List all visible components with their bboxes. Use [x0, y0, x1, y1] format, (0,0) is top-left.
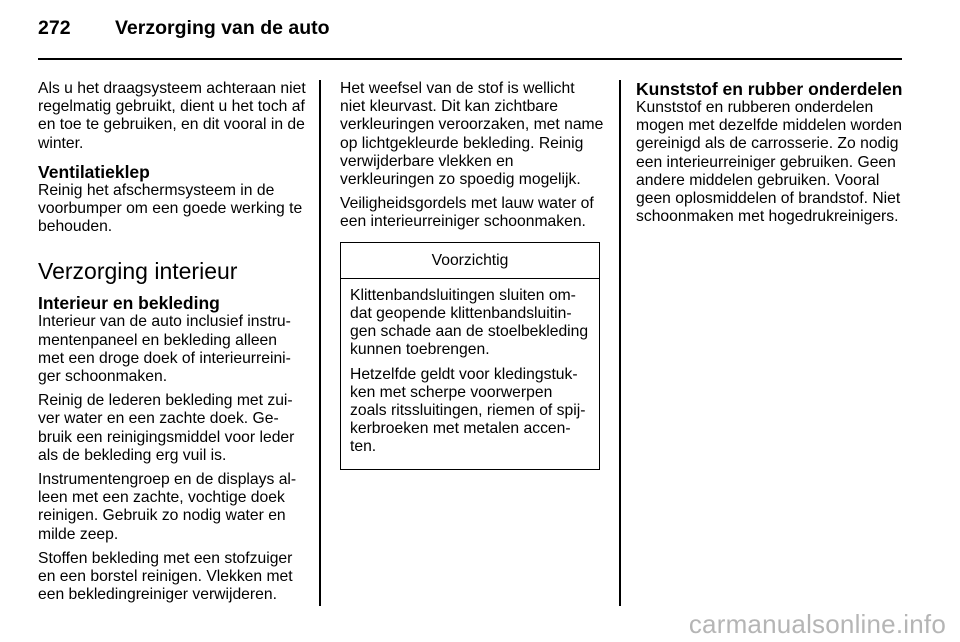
interior-paragraph-2: Reinig de lederen bekleding met zuiver water en een zachte doek. Gebruik een reinigingsmiddel voor leder als de bekleding erg vuil is.: [38, 392, 295, 464]
interior-heading: Interieur en bekleding: [38, 293, 220, 314]
plastic-rubber-heading: Kunststof en rubber onderdelen: [636, 79, 903, 99]
caution-paragraph-2: Hetzelfde geldt voor kledingstukken met scherpe voorwerpen zoals ritssluitingen, riemen of spijkerbroeken met metalen accenten.: [350, 365, 586, 456]
column-2: [340, 80, 604, 470]
header-rule: [38, 58, 902, 60]
plastic-rubber-paragraph: Kunststof en rubberen onderdelen mogen met dezelfde middelen worden gereinigd als de carrosserie. Zo nodig een interieurreiniger gebruiken. Geen andere middelen gebruiken. Vooral geen oplosmiddelen of brandstof. Niet schoonmaken met hogedrukreinigers.: [636, 99, 902, 226]
section-heading: Verzorging interieur: [38, 258, 238, 285]
watermark: carmanualsonline.info: [688, 609, 946, 639]
ventilation-paragraph: Reinig het afschermsysteem in de voorbumper om een goede werking te behouden.: [38, 181, 303, 236]
caution-box: [340, 242, 600, 470]
ventilation-heading: Ventilatieklep: [38, 161, 150, 182]
column-1: [38, 80, 306, 610]
caution-paragraph-1: Klittenbandsluitingen sluiten omdat geopende klittenbandsluitingen schade aan de stoelbekleding kunnen toebrengen.: [350, 286, 589, 359]
interior-paragraph-3: Instrumentengroep en de displays alleen met een zachte, vochtige doek reinigen. Gebruik zo nodig water en milde zeep.: [38, 471, 297, 543]
page-number: 272: [38, 17, 71, 39]
interior-paragraph-4: Stoffen bekleding met een stofzuiger en een borstel reinigen. Vlekken met een bekledingreiniger verwijderen.: [38, 549, 293, 604]
page-header: [38, 17, 330, 47]
column-divider-1: [319, 80, 321, 606]
column-3: [636, 80, 906, 232]
interior-paragraph-1: Interieur van de auto inclusief instrumentenpaneel en bekleding alleen met een droge doek of interieurreiniger schoonmaken.: [38, 313, 291, 386]
fabric-paragraph: Het weefsel van de stof is wellicht niet kleurvast. Dit kan zichtbare verkleuringen veroorzaken, met name op lichtgekleurde bekleding. Reinig verwijderbare vlekken en verkleuringen zo spoedig mogelijk.: [340, 80, 604, 189]
caution-title: Voorzichtig: [341, 243, 599, 279]
seatbelt-paragraph: Veiligheidsgordels met lauw water of een interieurreiniger schoonmaken.: [340, 195, 594, 231]
intro-paragraph: Als u het draagsysteem achteraan niet regelmatig gebruikt, dient u het toch af en toe te gebruiken, en dit vooral in de winter.: [38, 80, 306, 152]
caution-body: [341, 279, 599, 469]
chapter-title: Verzorging van de auto: [115, 17, 330, 39]
column-divider-2: [619, 80, 621, 606]
